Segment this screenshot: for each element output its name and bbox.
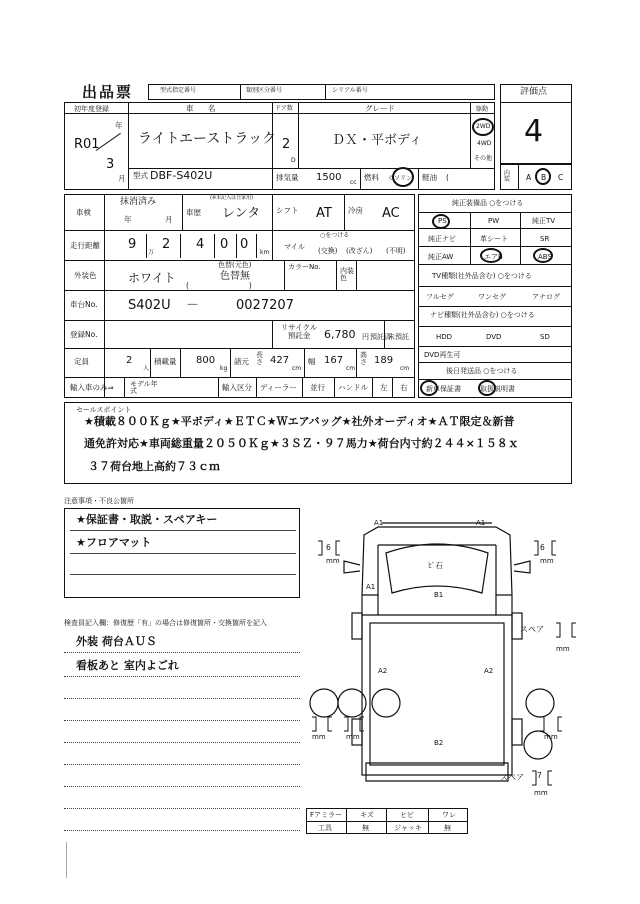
load-unit: kg	[220, 365, 228, 372]
door-d: D	[291, 157, 296, 164]
later-title: 後日発送品 ○をつける	[446, 367, 518, 375]
equip-item: 純正ナビ	[428, 235, 456, 243]
navi-extra: DVD再生可	[424, 351, 461, 359]
exterior-color-value: ホワイト	[128, 271, 176, 285]
length-label: 長さ	[256, 351, 263, 366]
category-label: 類別区分番号	[246, 87, 283, 94]
length-value: 427	[270, 355, 290, 366]
exterior-color-label: 外装色	[74, 271, 97, 280]
inspection-year: 年	[124, 215, 132, 224]
interior-b: B	[541, 173, 547, 182]
sales-point-line: ★積載８００Ｋｇ★平ボディ★ＥＴＣ★Ｗエアバッグ★社外オーディオ★ＡＴ限定＆新普	[84, 415, 515, 428]
month-unit: 月	[118, 174, 126, 183]
damage-label-a1: A1	[374, 519, 384, 527]
equip-item: エアB	[484, 253, 503, 261]
mm-unit: mm	[346, 733, 360, 741]
tv-item: アナログ	[532, 293, 560, 301]
interior-b-circle	[535, 168, 551, 185]
header-id-box	[148, 84, 495, 100]
mm-unit: mm	[544, 733, 558, 741]
spare-label: スペア	[520, 625, 544, 634]
history-label: 車歴	[186, 208, 201, 217]
navi-item: DVD	[486, 333, 502, 341]
shift-label: シフト	[276, 206, 299, 215]
height-label: 高さ	[360, 351, 367, 366]
legend-cell: 工具	[318, 824, 332, 832]
mileage-digit: 2	[162, 237, 171, 252]
fuel-diesel: 軽油	[422, 173, 437, 182]
reg-no-label: 登録No.	[70, 330, 98, 339]
equip-item: ABS	[538, 253, 552, 261]
import-cat-label: 輸入区分	[222, 383, 252, 392]
grade-value: ＤＸ・平ボディ	[332, 133, 422, 148]
inspection-value: 抹消済み	[120, 197, 157, 207]
tread-front-left: 6	[326, 543, 331, 552]
notes-label: 注意事項・不良公箇所	[64, 497, 134, 505]
damage-label-b1: B1	[434, 591, 444, 599]
width-value: 167	[324, 355, 344, 366]
era-value: R01	[74, 137, 100, 152]
handle-label: ハンドル	[338, 383, 368, 392]
model-label: 型式	[133, 171, 148, 180]
car-name-value: ライトエーストラック	[138, 131, 277, 147]
score-value: 4	[524, 114, 544, 149]
spare-bottom-value: 7	[537, 771, 542, 780]
legend-cell: ジャッキ	[394, 824, 422, 832]
equip-abs-circle	[533, 248, 553, 263]
interior-label: 内装	[504, 170, 511, 183]
mm-unit: mm	[556, 645, 570, 653]
capacity-unit: 人	[143, 365, 150, 372]
recycle-label: リサイクル預託金	[280, 323, 318, 341]
dims-label: 諸元	[234, 357, 249, 366]
color-change-label: 色替(元色)	[218, 261, 252, 269]
capacity-label: 定員	[74, 357, 89, 366]
inspection-month: 月	[165, 215, 173, 224]
capacity-value: 2	[126, 355, 133, 366]
equip-item: 純正TV	[532, 217, 556, 225]
handle-right: 右	[400, 383, 408, 392]
ac-label: 冷房	[348, 206, 363, 215]
mm-unit: mm	[312, 733, 326, 741]
tv-item: ワンセグ	[478, 293, 506, 301]
meter-note: ○をつける	[320, 232, 350, 239]
damage-label-b2: B2	[434, 739, 444, 747]
model-value: DBF-S402U	[150, 169, 213, 182]
month-value: 3	[106, 157, 115, 172]
handle-left: 左	[380, 383, 388, 392]
mileage-digit: 9	[128, 237, 137, 252]
model-designation-label: 型式指定番号	[160, 87, 197, 94]
car-damage-diagram	[300, 505, 580, 805]
equip-airbag-circle	[480, 248, 502, 263]
displacement-label: 排気量	[276, 173, 299, 182]
inspection-label: 車検	[76, 208, 91, 217]
drive-2wd-circle	[472, 118, 494, 136]
sales-point-line: 通免許対応★車両総重量２０５０Ｋｇ★３ＳＺ・９７馬力★荷台内寸約２４４×１５８ｘ	[84, 437, 519, 450]
inspector-line: 看板あと 室内よごれ	[76, 659, 179, 672]
width-label: 幅	[308, 357, 316, 366]
mileage-digit: 0	[220, 237, 229, 252]
equipment-title: 純正装備品 ○をつける	[452, 199, 524, 207]
tread-front-right: 6	[540, 543, 545, 552]
car-name-label: 車 名	[186, 104, 222, 113]
details-box	[64, 194, 415, 398]
fuel-gasoline: ガソリン	[388, 175, 413, 182]
later-warranty-circle	[420, 380, 438, 396]
cm-unit: cm	[346, 365, 356, 372]
serial-label: シリアル番号	[332, 87, 368, 94]
drive-2wd: 2WD	[476, 123, 491, 130]
km-unit: km	[260, 249, 270, 256]
recycle-yen: 円	[362, 333, 369, 341]
damage-label-a2: A2	[378, 667, 388, 675]
import-label: 輸入車のみ⇒	[70, 383, 114, 392]
legend-cell: 無	[444, 824, 451, 832]
equip-item: 純正AW	[428, 253, 454, 261]
color-change-value: 色替無	[220, 271, 250, 282]
history-value: レンタ	[222, 206, 261, 221]
windshield-damage: ﾋﾞ石	[428, 561, 443, 570]
fuel-gasoline-circle	[392, 167, 414, 187]
grade-label: グレード	[365, 104, 395, 113]
doors-value: 2	[282, 137, 291, 152]
mm-unit: mm	[540, 557, 554, 565]
drive-4wd: 4WD	[477, 140, 492, 147]
chassis-label: 車台No.	[70, 300, 98, 309]
mileage-digit: 0	[240, 237, 249, 252]
fuel-paren: (	[446, 173, 449, 182]
navi-title: ナビ種類(社外品含む) ○をつける	[430, 311, 535, 319]
cm-unit: cm	[400, 365, 410, 372]
mm-unit: mm	[534, 789, 548, 797]
drive-other: その他	[474, 155, 493, 162]
man-unit: 万	[148, 249, 155, 256]
later-manual-circle	[478, 380, 496, 396]
navi-item: SD	[540, 333, 550, 341]
chassis-dash: －	[186, 298, 200, 313]
unknown-label: (不明)	[386, 247, 406, 255]
sales-point-line: ３７荷台地上高約７３ｃｍ	[88, 460, 220, 473]
color-no-label: カラーNo.	[288, 263, 321, 271]
tv-title: TV種類(社外品含む) ○をつける	[432, 272, 532, 280]
legend-header: ヒビ	[400, 811, 414, 819]
chassis-model: S402U	[128, 298, 171, 313]
recycle-paid: 預託済	[370, 333, 391, 341]
chassis-no: 0027207	[236, 298, 294, 313]
damage-label-a1: A1	[476, 519, 486, 527]
legend-header: キズ	[360, 811, 374, 819]
equip-item: PW	[488, 217, 500, 225]
mileage-digit: 4	[196, 237, 205, 252]
fuel-label: 燃料	[364, 173, 379, 182]
later-item: 新車保証書	[426, 385, 461, 393]
color-paren: ( )	[186, 281, 252, 290]
score-label: 評価点	[520, 87, 548, 97]
navi-item: HDD	[436, 333, 453, 341]
cc-unit: cc	[350, 179, 357, 186]
tampered-label: (改ざん)	[346, 247, 373, 255]
load-value: 800	[196, 355, 216, 366]
sales-points-label: セールスポイント	[76, 406, 132, 414]
equip-item: SR	[540, 235, 550, 243]
inspector-label: 検査員記入欄：修復歴「有」の場合は修復箇所・交換箇所を記入	[64, 619, 267, 627]
equip-item: 革シート	[480, 235, 508, 243]
legend-cell: 無	[362, 824, 369, 832]
recycle-value: 6,780	[324, 328, 356, 341]
damage-label-a1: A1	[366, 583, 376, 591]
doors-label: ドア数	[275, 105, 293, 112]
history-note: (※未記入は自家用)	[210, 195, 254, 201]
later-item: 取扱説明書	[480, 385, 515, 393]
ac-value: AC	[382, 206, 400, 221]
first-reg-label: 初年度登録	[74, 105, 109, 113]
inspector-line: 外装 荷台ＡＵＳ	[76, 635, 157, 648]
equip-item: PS	[438, 217, 447, 225]
mileage-label: 走行距離	[70, 241, 100, 250]
page-title: 出品票	[82, 83, 134, 101]
interior-c: C	[558, 173, 564, 182]
equip-ps-circle	[432, 214, 450, 229]
exchange-label: (交換)	[318, 247, 338, 255]
legend-header: ワレ	[442, 811, 456, 819]
interior-a: A	[526, 173, 532, 182]
model-year-label: モデル年式	[130, 380, 158, 395]
spare-label: スペア	[500, 773, 524, 782]
note-line: ★フロアマット	[76, 536, 152, 549]
import-dealer: ディーラー	[260, 383, 297, 392]
mm-unit: mm	[326, 557, 340, 565]
note-line: ★保証書・取説・スペアキー	[76, 513, 218, 526]
height-value: 189	[374, 355, 394, 366]
recycle-unpaid: 未預託	[388, 333, 409, 341]
mile-label: マイル	[284, 243, 305, 251]
legend-header: Fアミラー	[310, 811, 343, 819]
year-unit: 年	[115, 121, 123, 130]
shift-value: AT	[316, 206, 332, 221]
load-label: 積載量	[154, 357, 177, 366]
tv-item: フルセグ	[426, 293, 454, 301]
cm-unit: cm	[292, 365, 302, 372]
displacement-value: 1500	[316, 172, 342, 183]
damage-label-a2: A2	[484, 667, 494, 675]
import-parallel: 並行	[310, 383, 325, 392]
interior-color-label: 内装色	[340, 267, 354, 282]
drive-label: 駆動	[476, 106, 489, 113]
